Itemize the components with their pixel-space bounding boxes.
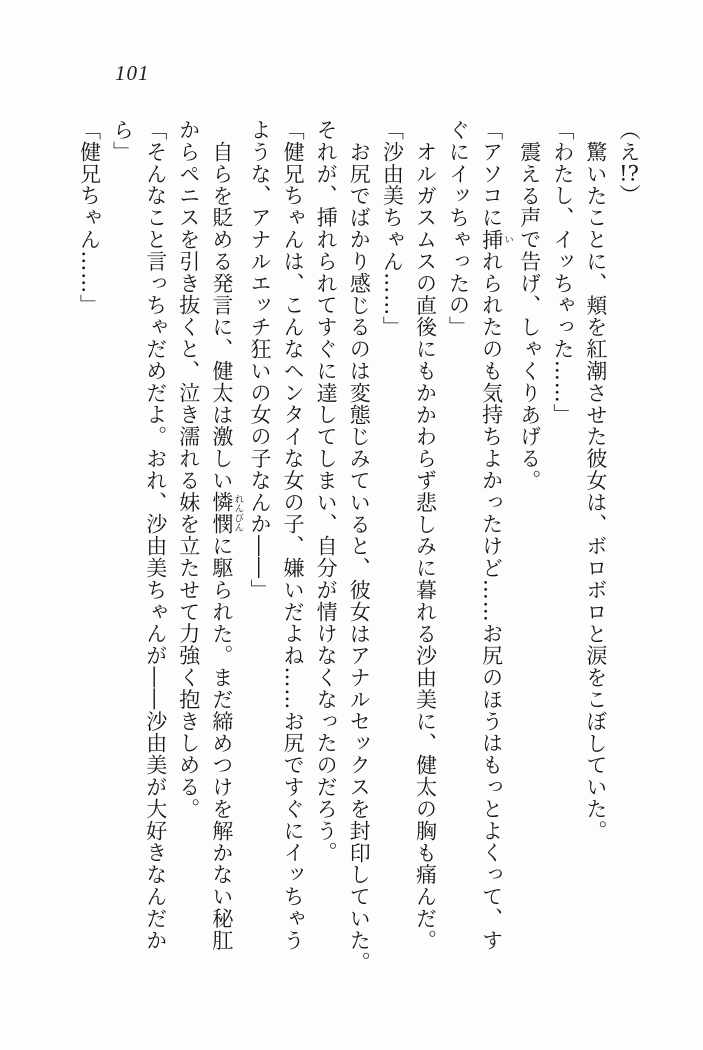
text-line: それが、挿れられてすぐに達してしまい、自分が情けなくなったのだろう。 bbox=[314, 119, 339, 864]
text-line: 「わたし、イッちゃった……」 bbox=[550, 119, 575, 426]
page-number: 101 bbox=[115, 61, 150, 85]
tate-chu-yoko: !? bbox=[619, 162, 639, 184]
text-line: 「健兄ちゃんは、こんなヘンタイな女の子、嫌いだよね……お尻ですぐにイッちゃう bbox=[281, 119, 306, 952]
text-line: ら」 bbox=[110, 119, 135, 163]
text-line: 自らを貶める発言に、健太は激しい憐憫れんびんに駆られた。まだ締めつけを解かない秘肛 bbox=[209, 140, 244, 952]
text-line: 驚いたことに、頬を紅潮させた彼女は、ボロボロと涙をこぼしていた。 bbox=[583, 140, 608, 842]
text-line: 震える声で告げ、しゃくりあげる。 bbox=[517, 140, 542, 492]
text-line: 「そんなこと言っちゃだめだよ。おれ、沙由美ちゃんが――沙由美が大好きなんだか bbox=[143, 119, 168, 952]
text-line: からペニスを引き抜くと、泣き濡れる妹を立たせて力強く抱きしめる。 bbox=[176, 119, 201, 820]
text-line: オルガスムスの直後にもかかわらず悲しみに暮れる沙由美に、健太の胸も痛んだ。 bbox=[413, 140, 438, 952]
text-line: ような、アナルエッチ狂いの女の子なんか――」 bbox=[247, 119, 272, 601]
text-line: 「沙由美ちゃん……」 bbox=[380, 119, 405, 338]
text-line: （え!?） bbox=[617, 119, 641, 206]
text-line: お尻でばかり感じるのは変態じみていると、彼女はアナルセックスを封印していた。 bbox=[347, 140, 372, 974]
ruby-annotated-word: 挿い bbox=[479, 228, 514, 251]
ruby-annotated-word: 憐憫れんびん bbox=[209, 491, 244, 536]
text-line: 「アソコに挿いれられたのも気持ちよかったけど……お尻のほうはもっとよくって、す bbox=[479, 119, 514, 952]
text-block bbox=[72, 119, 645, 977]
text-line: ぐにイッちゃったの」 bbox=[446, 119, 471, 338]
text-line: 「健兄ちゃん……」 bbox=[77, 119, 102, 317]
